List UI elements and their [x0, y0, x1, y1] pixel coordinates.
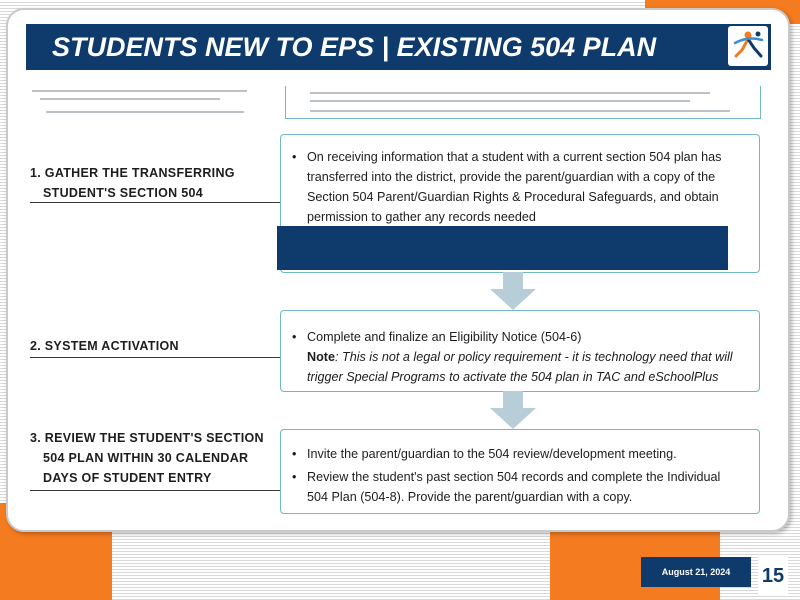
step-1-underline [30, 202, 280, 203]
faded-text-line [40, 98, 220, 100]
slide-date: August 21, 2024 [641, 557, 751, 587]
list-item: • Complete and finalize an Eligibility Notice (504-6) [292, 330, 582, 344]
redaction-block [277, 226, 728, 270]
faded-text-line [310, 92, 710, 94]
step-2-label: 2. SYSTEM ACTIVATION [30, 339, 179, 353]
faded-text-line [310, 110, 730, 112]
step-3-label: 3. REVIEW THE STUDENT'S SECTION 504 PLAN WITHIN 30 CALENDAR DAYS OF STUDENT ENTRY [30, 431, 264, 485]
down-arrow-icon [490, 272, 536, 310]
step-3-underline [30, 490, 280, 491]
slide-title: STUDENTS NEW TO EPS | EXISTING 504 PLAN [26, 24, 771, 70]
faded-box-fragment [285, 86, 761, 119]
step-3-box [280, 429, 760, 514]
step-1-label: 1. GATHER THE TRANSFERRING STUDENT'S SECTION 504 [30, 166, 235, 200]
district-logo-icon [728, 26, 768, 66]
faded-text-line [46, 111, 244, 113]
orange-accent-bottom-left-2 [22, 520, 112, 600]
down-arrow-icon [490, 391, 536, 429]
list-item: • Invite the parent/guardian to the 504 review/development meeting. [292, 447, 677, 461]
step-2-underline [30, 357, 280, 358]
faded-text-line [310, 100, 690, 102]
page-number: 15 [758, 557, 788, 595]
list-item: • Review the student's past section 504 records and complete the Individual 504 Plan (504-8). Provide the parent/guardian with a copy. [292, 470, 721, 504]
note-text: Note: This is not a legal or policy requirement - it is technology need that will trigger Special Programs to activate the 504 plan in TAC and eSchoolPlus [307, 350, 733, 384]
list-item: • On receiving information that a student with a current section 504 plan has transferred into the district, provide the parent/guardian with a copy of the Section 504 Parent/Guardian Rights & Procedural Safeguards, and obtain permission to gather any records needed [292, 150, 722, 224]
faded-text-line [32, 90, 247, 92]
step-2-box [280, 310, 760, 392]
